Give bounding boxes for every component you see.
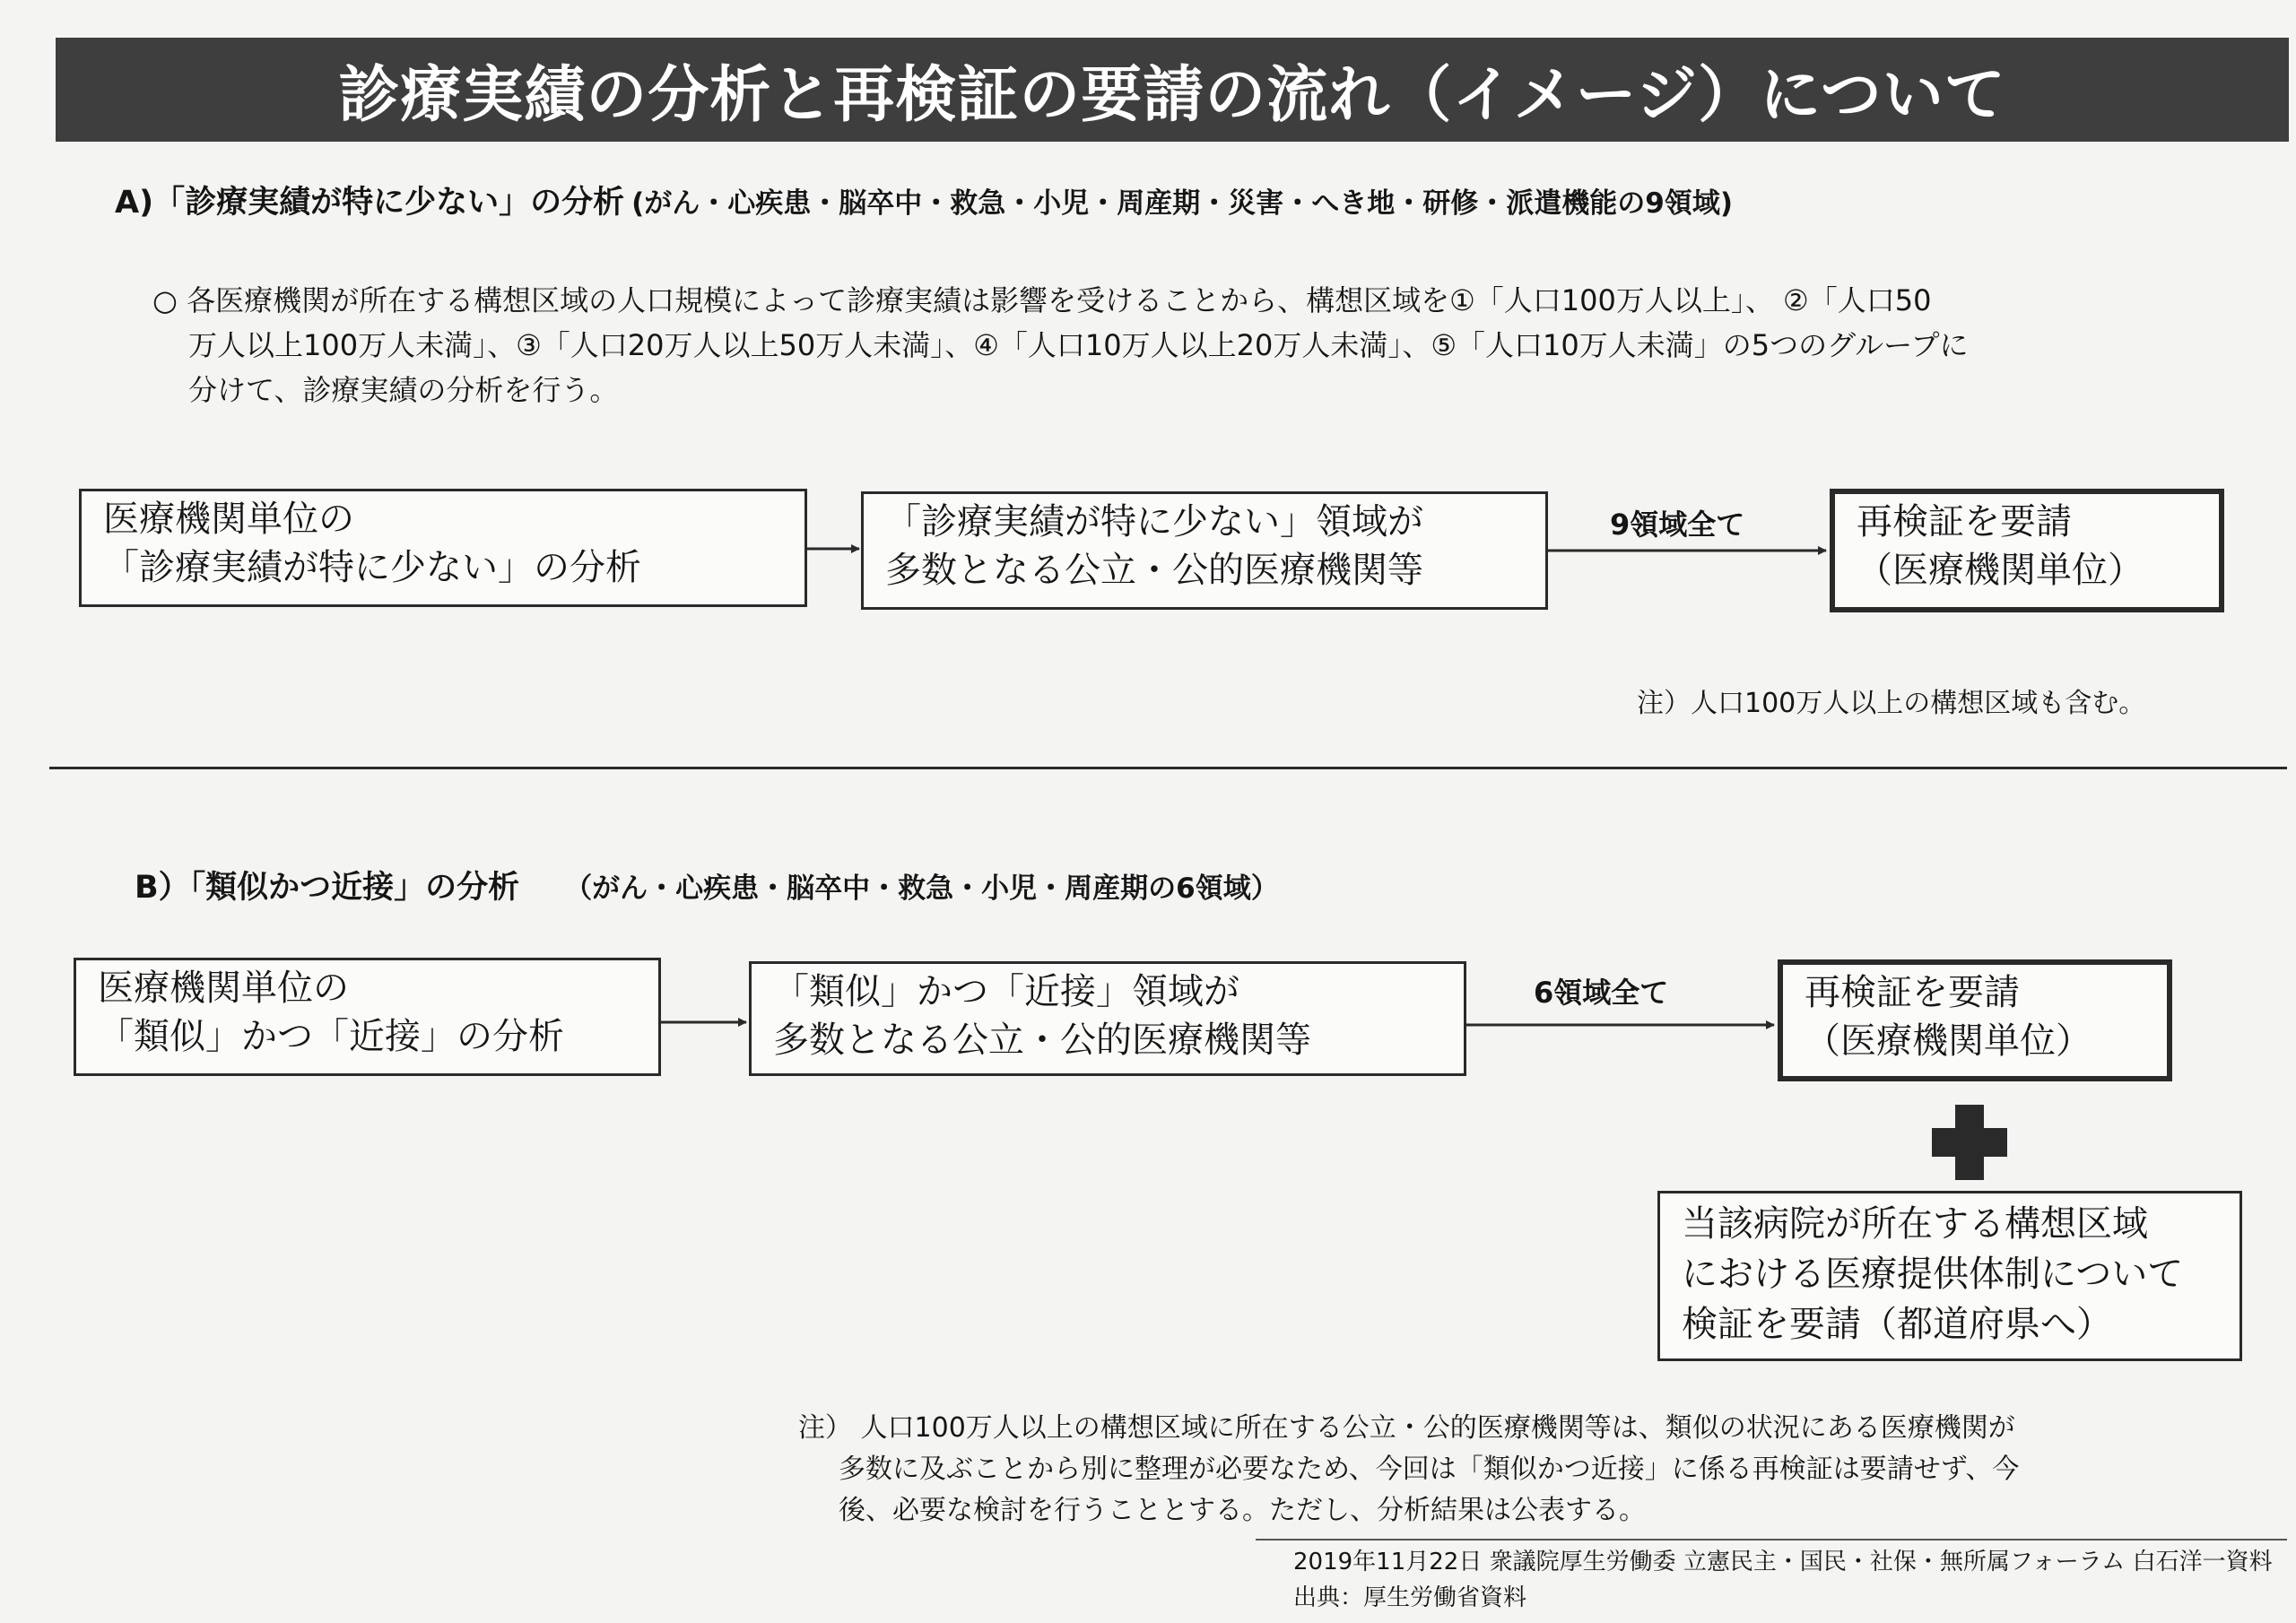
flow-b-box-prefecture-line: 検証を要請（都道府県へ）: [1682, 1304, 2112, 1345]
section-a-heading-sub: (がん・心疾患・脳卒中・救急・小児・周産期・災害・へき地・研修・派遣機能の9領域): [631, 187, 1733, 220]
flow-b-box-analysis-line: 医療機関単位の: [98, 968, 349, 1009]
flow-b-box-target-line: 多数となる公立・公的医療機関等: [773, 1020, 1311, 1061]
flow-a-box-target-line: 多数となる公立・公的医療機関等: [885, 550, 1423, 591]
flow-a-box-reverify-line: 再検証を要請: [1857, 501, 2072, 542]
section-b-note-line: 注） 人口100万人以上の構想区域に所在する公立・公的医療機関等は、類似の状況にある医療機関が: [798, 1412, 2015, 1444]
section-b-note-line: 多数に及ぶことから別に整理が必要なため、今回は「類似かつ近接」に係る再検証は要請せず、今: [839, 1454, 2020, 1485]
section-a-heading-main: A)「診療実績が特に少ない」の分析: [115, 185, 625, 221]
flow-a-box-analysis-line: 「診療実績が特に少ない」の分析: [103, 547, 641, 588]
section-a-paragraph-line: ○ 各医療機関が所在する構想区域の人口規模によって診療実績は影響を受けることから、構想区域を①「人口100万人以上」、 ②「人口50: [152, 283, 1932, 317]
page-title: 診療実績の分析と再検証の要請の流れ（イメージ）について: [338, 59, 2006, 131]
section-a-paragraph-line: 分けて、診療実績の分析を行う。: [188, 373, 619, 407]
footer-source: 出典：厚生労働省資料: [1293, 1584, 1527, 1611]
flow-b-box-analysis-line: 「類似」かつ「近接」の分析: [98, 1016, 564, 1057]
flow-b-box-prefecture-line: における医療提供体制について: [1682, 1254, 2184, 1295]
section-a-paragraph-line: 万人以上100万人未満」、③「人口20万人以上50万人未満」、④「人口10万人以上20万人未満」、⑤「人口10万人未満」の5つのグループに: [188, 328, 1969, 362]
flow-b-box-reverify-line: 再検証を要請: [1805, 972, 2020, 1013]
flow-b-box-reverify-line: （医療機関単位）: [1805, 1020, 2092, 1062]
flow-a-box-reverify-line: （医療機関単位）: [1857, 550, 2144, 591]
section-b-note-line: 後、必要な検討を行うこととする。ただし、分析結果は公表する。: [839, 1495, 1646, 1526]
flow-a-box-analysis-line: 医療機関単位の: [103, 499, 354, 540]
footer-credit: 2019年11月22日 衆議院厚生労働委 立憲民主・国民・社保・無所属フォーラム 白石洋一資料: [1293, 1549, 2273, 1575]
section-a-note: 注）人口100万人以上の構想区域も含む。: [1637, 688, 2146, 719]
section-b-heading-main: B）「類似かつ近接」の分析: [135, 870, 520, 906]
flow-a-arrow-label: 9領域全て: [1610, 508, 1745, 542]
flow-a-box-target-line: 「診療実績が特に少ない」領域が: [885, 501, 1423, 542]
section-b-heading-sub: （がん・心疾患・脳卒中・救急・小児・周産期の6領域）: [564, 872, 1279, 905]
plus-icon: [1932, 1105, 2007, 1180]
flow-b-box-prefecture-line: 当該病院が所在する構想区域: [1682, 1203, 2148, 1245]
flow-b-box-target-line: 「類似」かつ「近接」領域が: [773, 971, 1239, 1012]
flow-b-arrow-label: 6領域全て: [1534, 976, 1669, 1010]
